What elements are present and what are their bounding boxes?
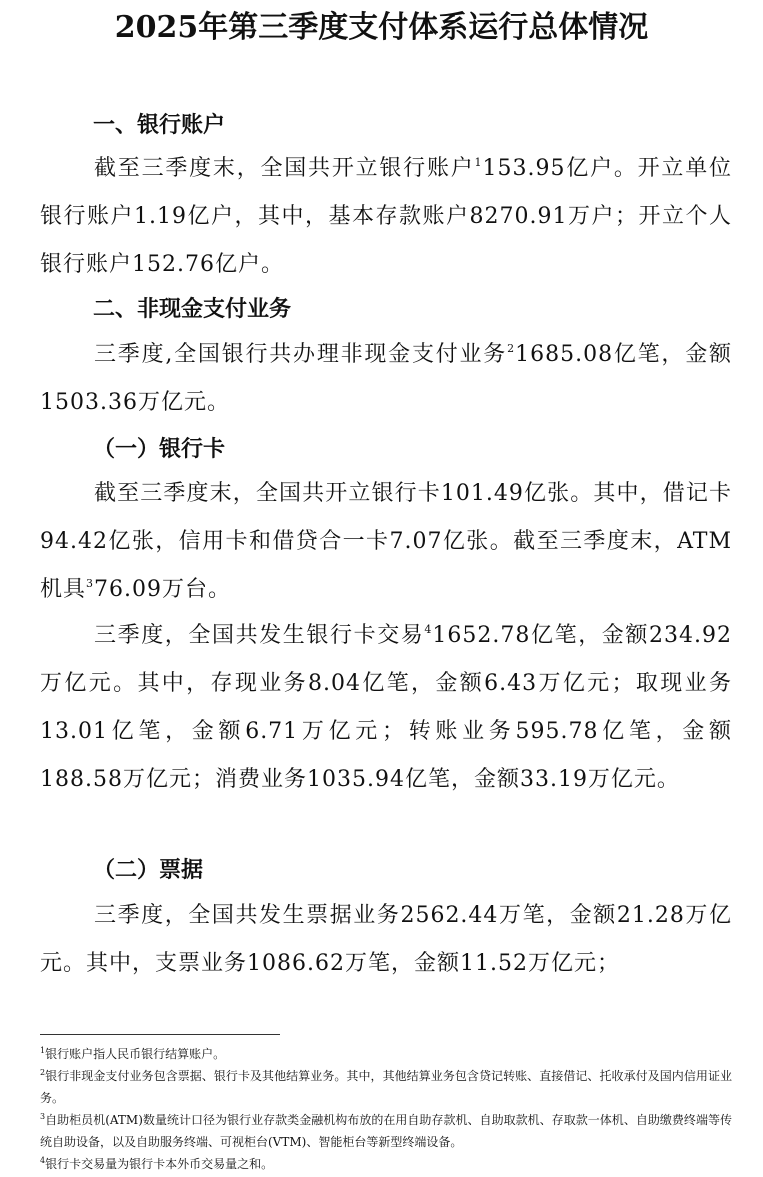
- footnote-mark: 2: [40, 1068, 46, 1077]
- subsection-heading-bills: （二）票据: [93, 857, 204, 883]
- paragraph-bank-cards: [40, 470, 732, 614]
- paragraph-text: 1652.78亿笔，金额234.92万亿元。其中，存现业务8.04亿笔，金额6.43万亿元；取现业务13.01亿笔，金额6.71万亿元；转账业务595.78亿笔，金额188.58万亿元；消费业务1035.94亿笔，金额33.19万亿元。: [40, 623, 732, 792]
- paragraph-noncash-payments: [40, 331, 732, 427]
- paragraph-text: 153.95亿户。开立单位银行账户1.19亿户，其中，基本存款账户8270.91万户；开立个人银行账户152.76亿户。: [40, 156, 732, 277]
- paragraph-text: 截至三季度末，全国共开立银行卡101.49亿张。其中，借记卡94.42亿张，信用卡和借贷合一卡7.07亿张。截至三季度末，ATM机具: [40, 481, 732, 602]
- footnote-text: 银行卡交易量为银行卡本外币交易量之和。: [45, 1157, 274, 1171]
- paragraph-text: 76.09万台。: [94, 577, 231, 602]
- footnote-divider: [40, 1034, 280, 1035]
- footnote-3: [40, 1109, 732, 1153]
- paragraph-text: 截至三季度末，全国共开立银行账户: [94, 156, 475, 181]
- footnote-2: [40, 1065, 732, 1109]
- paragraph-bills: 三季度，全国共发生票据业务2562.44万笔，金额21.28万亿元。其中，支票业务1086.62万笔，金额11.52万亿元；: [40, 903, 732, 976]
- paragraph-text: 三季度，全国共发生银行卡交易: [94, 623, 425, 648]
- footnote-1: [40, 1043, 732, 1065]
- paragraph-text: 三季度,全国银行共办理非现金支付业务: [94, 342, 508, 367]
- footnote-text: 银行账户指人民币银行结算账户。: [45, 1047, 226, 1061]
- footnote-ref-3[interactable]: 3: [86, 577, 95, 590]
- footnote-ref-1[interactable]: 1: [474, 156, 483, 169]
- document-title: 2025年第三季度支付体系运行总体情况: [114, 10, 649, 45]
- footnote-mark: 1: [40, 1046, 46, 1055]
- footnotes: [40, 1043, 732, 1175]
- footnote-mark: 3: [40, 1112, 46, 1121]
- footnote-ref-4[interactable]: 4: [424, 623, 433, 636]
- subsection-heading-bank-cards: （一）银行卡: [93, 436, 226, 462]
- footnote-text: 银行非现金支付业务包含票据、银行卡及其他结算业务。其中，其他结算业务包含贷记转账、直接借记、托收承付及国内信用证业务。: [40, 1069, 732, 1105]
- footnote-mark: 4: [40, 1156, 46, 1165]
- footnote-text: 自助柜员机(ATM)数量统计口径为银行业存款类金融机构布放的在用自助存款机、自助取款机、存取款一体机、自助缴费终端等传统自助设备，以及自助服务终端、可视柜台(VTM)、智能柜台等新型终端设备。: [40, 1113, 732, 1149]
- paragraph-bank-accounts: [40, 145, 732, 289]
- paragraph-bank-card-transactions: [40, 612, 732, 804]
- section-heading-noncash-payments: 二、非现金支付业务: [93, 296, 292, 322]
- footnote-ref-2[interactable]: 2: [507, 342, 516, 355]
- paragraph-text: 1685.08亿笔，金额1503.36万亿元。: [40, 342, 732, 415]
- section-heading-bank-accounts: 一、银行账户: [93, 112, 226, 138]
- footnote-4: [40, 1153, 732, 1175]
